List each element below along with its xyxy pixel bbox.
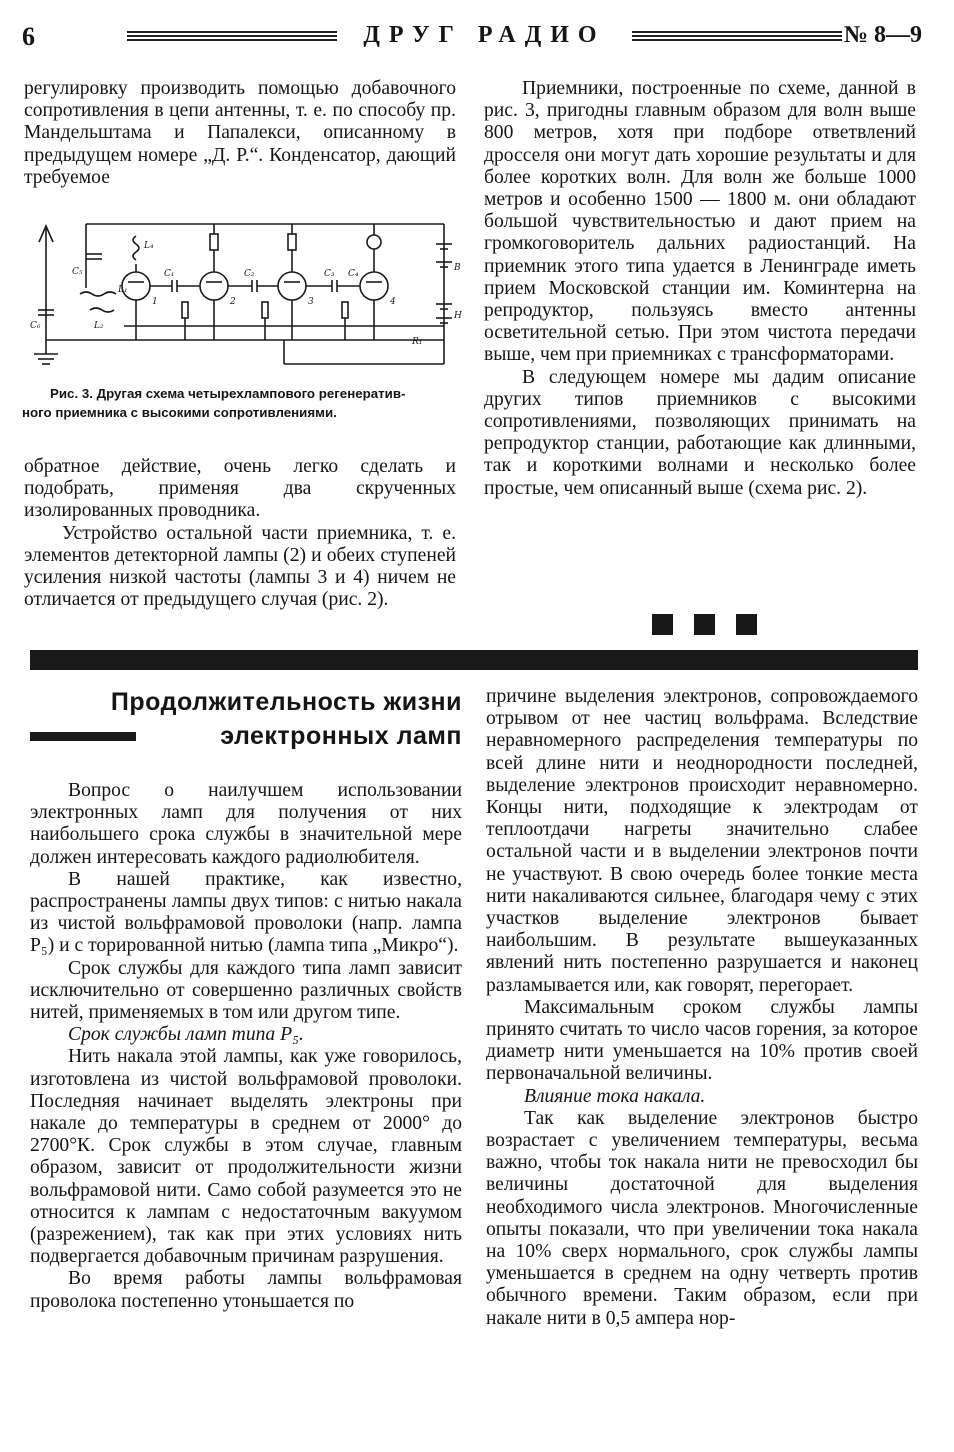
tube-label-3: 3	[308, 297, 314, 307]
mid-left-column	[24, 456, 456, 611]
paragraph: В нашей практике, как известно, распространены лампы двух типов: с нитью накала из чистой вольфрамовой проволоки (напр. лампа P₅) и с торированной нитью (лампа типа „Микро“).	[30, 868, 462, 957]
subheading: Влияние тока накала.	[524, 1085, 706, 1107]
header-rule-left	[127, 31, 337, 43]
paragraph: Устройство остальной части приемника, т. е. элементов детекторной лампы (2) и обеих ступеней усиления низкой частоты (лампы 3 и 4) ничем не отличается от предыдущего случая (рис. 2).	[24, 522, 456, 611]
label-l4: L₄	[144, 241, 154, 251]
headline-bar	[30, 732, 136, 741]
article-headline	[30, 688, 462, 758]
end-mark	[736, 614, 757, 635]
caption-line-2: ного приемника с высокими сопротивлениями.	[22, 405, 337, 420]
top-right-column	[484, 78, 916, 500]
tube-label-1: 1	[152, 297, 158, 307]
label-n: Н	[454, 311, 462, 321]
label-c3: C₃	[324, 269, 335, 279]
paragraph: Так как выделение электронов быстро возрастает с увеличением температуры, весьма важно, чтобы ток накала нити не превосходил бы величины достаточной для выделения необходимого числа электронов. Многочисленные опыты показали, что при увеличении тока накала на 10% сверх нормального, срок службы лампы уменьшается в среднем на одну четверть против обычного времени. Таким образом, если при накале нити в 0,5 ампера нор-	[486, 1107, 918, 1329]
subheading: Срок службы ламп типа P₅.	[68, 1024, 304, 1046]
header-rule-right	[632, 31, 842, 43]
paragraph: причине выделения электронов, сопровождаемого отрывом от нее частиц вольфрама. Вследствие неравномерного распределения температуры по всей длине нити и неоднородности последней, выделение электронов происходит неравномерно. Концы нити, подходящие к электродам от теплоотдачи нагреты значительно слабее остальной части и в выделении электронов почти не участвуют. В свою очередь более тонкие места нити накаливаются сильнее, благодаря чему с этих участков выделение электронов бывает наибольшим. В результате вышеуказанных явлений нить постепенно разрушается и наконец разламывается или, как говорят, перегорает.	[486, 686, 918, 996]
figure-caption	[22, 384, 462, 422]
label-c6: C₆	[30, 321, 41, 331]
paragraph: Приемники, построенные по схеме, данной в рис. 3, пригодны главным образом для волн выше 800 метров, хотя при подборе ответвлений дросселя они могут дать хорошие результаты и для более коротких волн. Для волн же больше 1000 метров и особенно 1500 — 1800 м. они обладают большой чувствительностью и дают прием на громкоговоритель дальних радиостанций. На приемник этого типа удается в Ленинграде иметь прием Московской станции им. Коминтерна на репродуктор, пользуясь вместо антенны осветительной сетью. При этом чистота передачи выше, чем при приемниках с трансформаторами.	[484, 78, 916, 366]
label-l1: L₁	[118, 285, 128, 295]
paragraph: обратное действие, очень легко сделать и подобрать, применяя два скрученных изолированных проводника.	[24, 456, 456, 522]
label-c4: C₄	[348, 269, 359, 279]
end-mark	[652, 614, 673, 635]
circuit-diagram	[24, 214, 464, 382]
paragraph: Срок службы для каждого типа ламп зависит исключительно от совершенно различных свойств нитей, применяемых в том или другом типе.	[30, 957, 462, 1024]
paragraph: В следующем номере мы дадим описание других типов приемников с высокими сопротивлениями, позволяющих принимать на репродуктор станции, работающие как длинными, так и короткими волнами и несколько более простые, чем описанный выше (схема рис. 2).	[484, 366, 916, 499]
article-right-column	[486, 686, 918, 1330]
end-mark	[694, 614, 715, 635]
issue-number: № 8—9	[843, 22, 922, 48]
paragraph: регулировку производить помощью добавочного сопротивления в цепи антенны, т. е. по способу пр. Мандельштама и Папалекси, описанному в предыдущем номере „Д. Р.“. Конденсатор, дающий требуемое	[24, 78, 456, 188]
label-c5: C₅	[72, 267, 83, 277]
label-c2: C₂	[244, 269, 255, 279]
caption-line-1: Рис. 3. Другая схема четырехлампового регенератив-	[50, 386, 406, 401]
article-left-column	[30, 780, 462, 1313]
circuit-schematic	[24, 214, 464, 382]
page-header	[22, 22, 922, 54]
headline-line-2: электронных ламп	[220, 722, 462, 750]
label-l2: L₂	[94, 321, 104, 331]
paragraph: Вопрос о наилучшем использовании электронных ламп для получения от них наибольшего срока службы в значительной мере должен интересовать каждого радиолюбителя.	[30, 780, 462, 868]
paragraph: Нить накала этой лампы, как уже говорилось, изготовлена из чистой вольфрамовой проволоки. Последняя начинает выделять электроны при накале до температуры в среднем от 2000° до 2700°К. Срок службы в этом случае, главным образом, зависит от продолжительности жизни вольфрамовой нити. Само собой разумеется это не относится к лампам с недостаточным вакуумом (разрежением), так как при этих условиях нить подвергается добавочным причинам разрушения.	[30, 1046, 462, 1268]
end-of-article-marks	[652, 614, 762, 638]
label-c1: C₁	[164, 269, 175, 279]
page-number: 6	[22, 22, 35, 51]
headline-line-1: Продолжительность жизни	[110, 688, 462, 716]
paragraph: Во время работы лампы вольфрамовая проволока постепенно утоньшается по	[30, 1268, 462, 1312]
label-b: В	[454, 263, 461, 273]
journal-title: ДРУГ РАДИО	[363, 22, 606, 48]
tube-label-4: 4	[390, 297, 396, 307]
tube-label-2: 2	[230, 297, 236, 307]
section-divider	[30, 650, 918, 670]
paragraph: Максимальным сроком службы лампы принято считать то число часов горения, за которое диаметр нити уменьшается на 10% против своей первоначальной величины.	[486, 996, 918, 1085]
top-left-column	[24, 78, 456, 189]
label-r1: R₁	[412, 337, 423, 347]
